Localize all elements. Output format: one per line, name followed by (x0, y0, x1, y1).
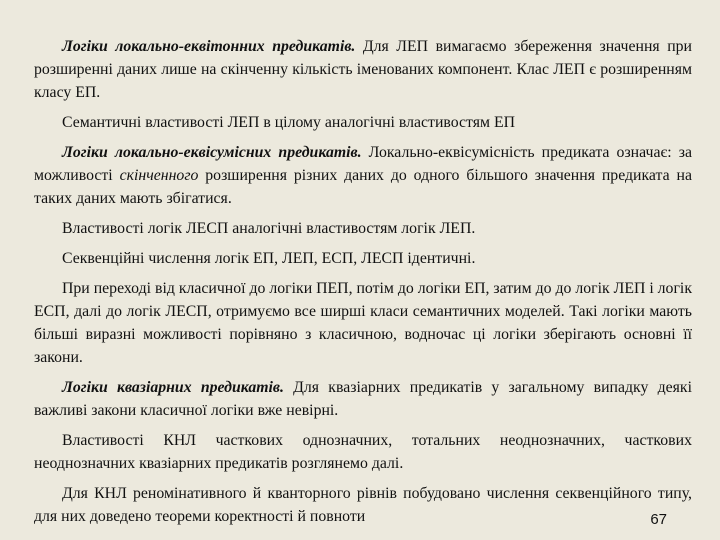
emphasis-word: скінченного (119, 167, 199, 184)
paragraph-lep (34, 35, 692, 104)
term-heading: Логіки квазіарних предикатів. (62, 379, 284, 396)
paragraph-text: Властивості логік ЛЕСП аналогічні властивостям логік ЛЕП. (62, 220, 476, 237)
paragraph-text: Властивості КНЛ часткових однозначних, тотальних неоднозначних, часткових неоднозначних квазіарних предикатів розглянемо далі. (34, 432, 692, 472)
term-heading: Логіки локально-еквітонних предикатів. (62, 38, 356, 55)
paragraph-lesp (34, 141, 692, 210)
paragraph-text: Секвенційні числення логік ЕП, ЛЕП, ЕСП, ЛЕСП ідентичні. (62, 250, 476, 267)
paragraph-text: Для ЛЕП вимагаємо збереження значення при розширенні даних лише на скінченну кількість іменованих компонент. Клас ЛЕП є розширенням класу ЕП. (34, 38, 693, 101)
paragraph-text: При переході від класичної до логіки ПЕП, потім до логіки ЕП, затим до до логік ЛЕП і логік ЕСП, далі до логік ЛЕСП, отримуємо все ширші класи семантичних моделей. Такі логіки мають більші виразні можливості порівняно з класичною, водночас ці логіки зберігають основні її закони. (34, 280, 692, 366)
paragraph-text: Для квазіарних предикатів у загальному випадку деякі важливі закони класичної логіки вже невірні. (34, 379, 692, 419)
paragraph-text: Семантичні властивості ЛЕП в цілому аналогічні властивостям ЕП (62, 114, 516, 131)
paragraph-transition (34, 277, 692, 369)
paragraph-lesp-properties (34, 217, 692, 240)
page-number: 67 (650, 511, 667, 528)
term-heading: Логіки локально-еквісумісних предикатів. (62, 144, 362, 161)
paragraph-lep-properties (34, 111, 692, 134)
paragraph-knl-properties (34, 429, 692, 475)
paragraph-knl-calculi (34, 482, 692, 528)
paragraph-quasiary (34, 376, 692, 422)
paragraph-text: розширення різних даних до одного більшого значення предиката на таких даних мають збігатися. (34, 167, 692, 207)
paragraph-sequent-calculi (34, 247, 692, 270)
paragraph-text: Для КНЛ реномінативного й кванторного рівнів побудовано числення секвенційного типу, для них доведено теореми коректності й повноти (34, 485, 692, 525)
paragraph-text: Локально-еквісумісність предиката означає: за можливості (34, 144, 693, 184)
